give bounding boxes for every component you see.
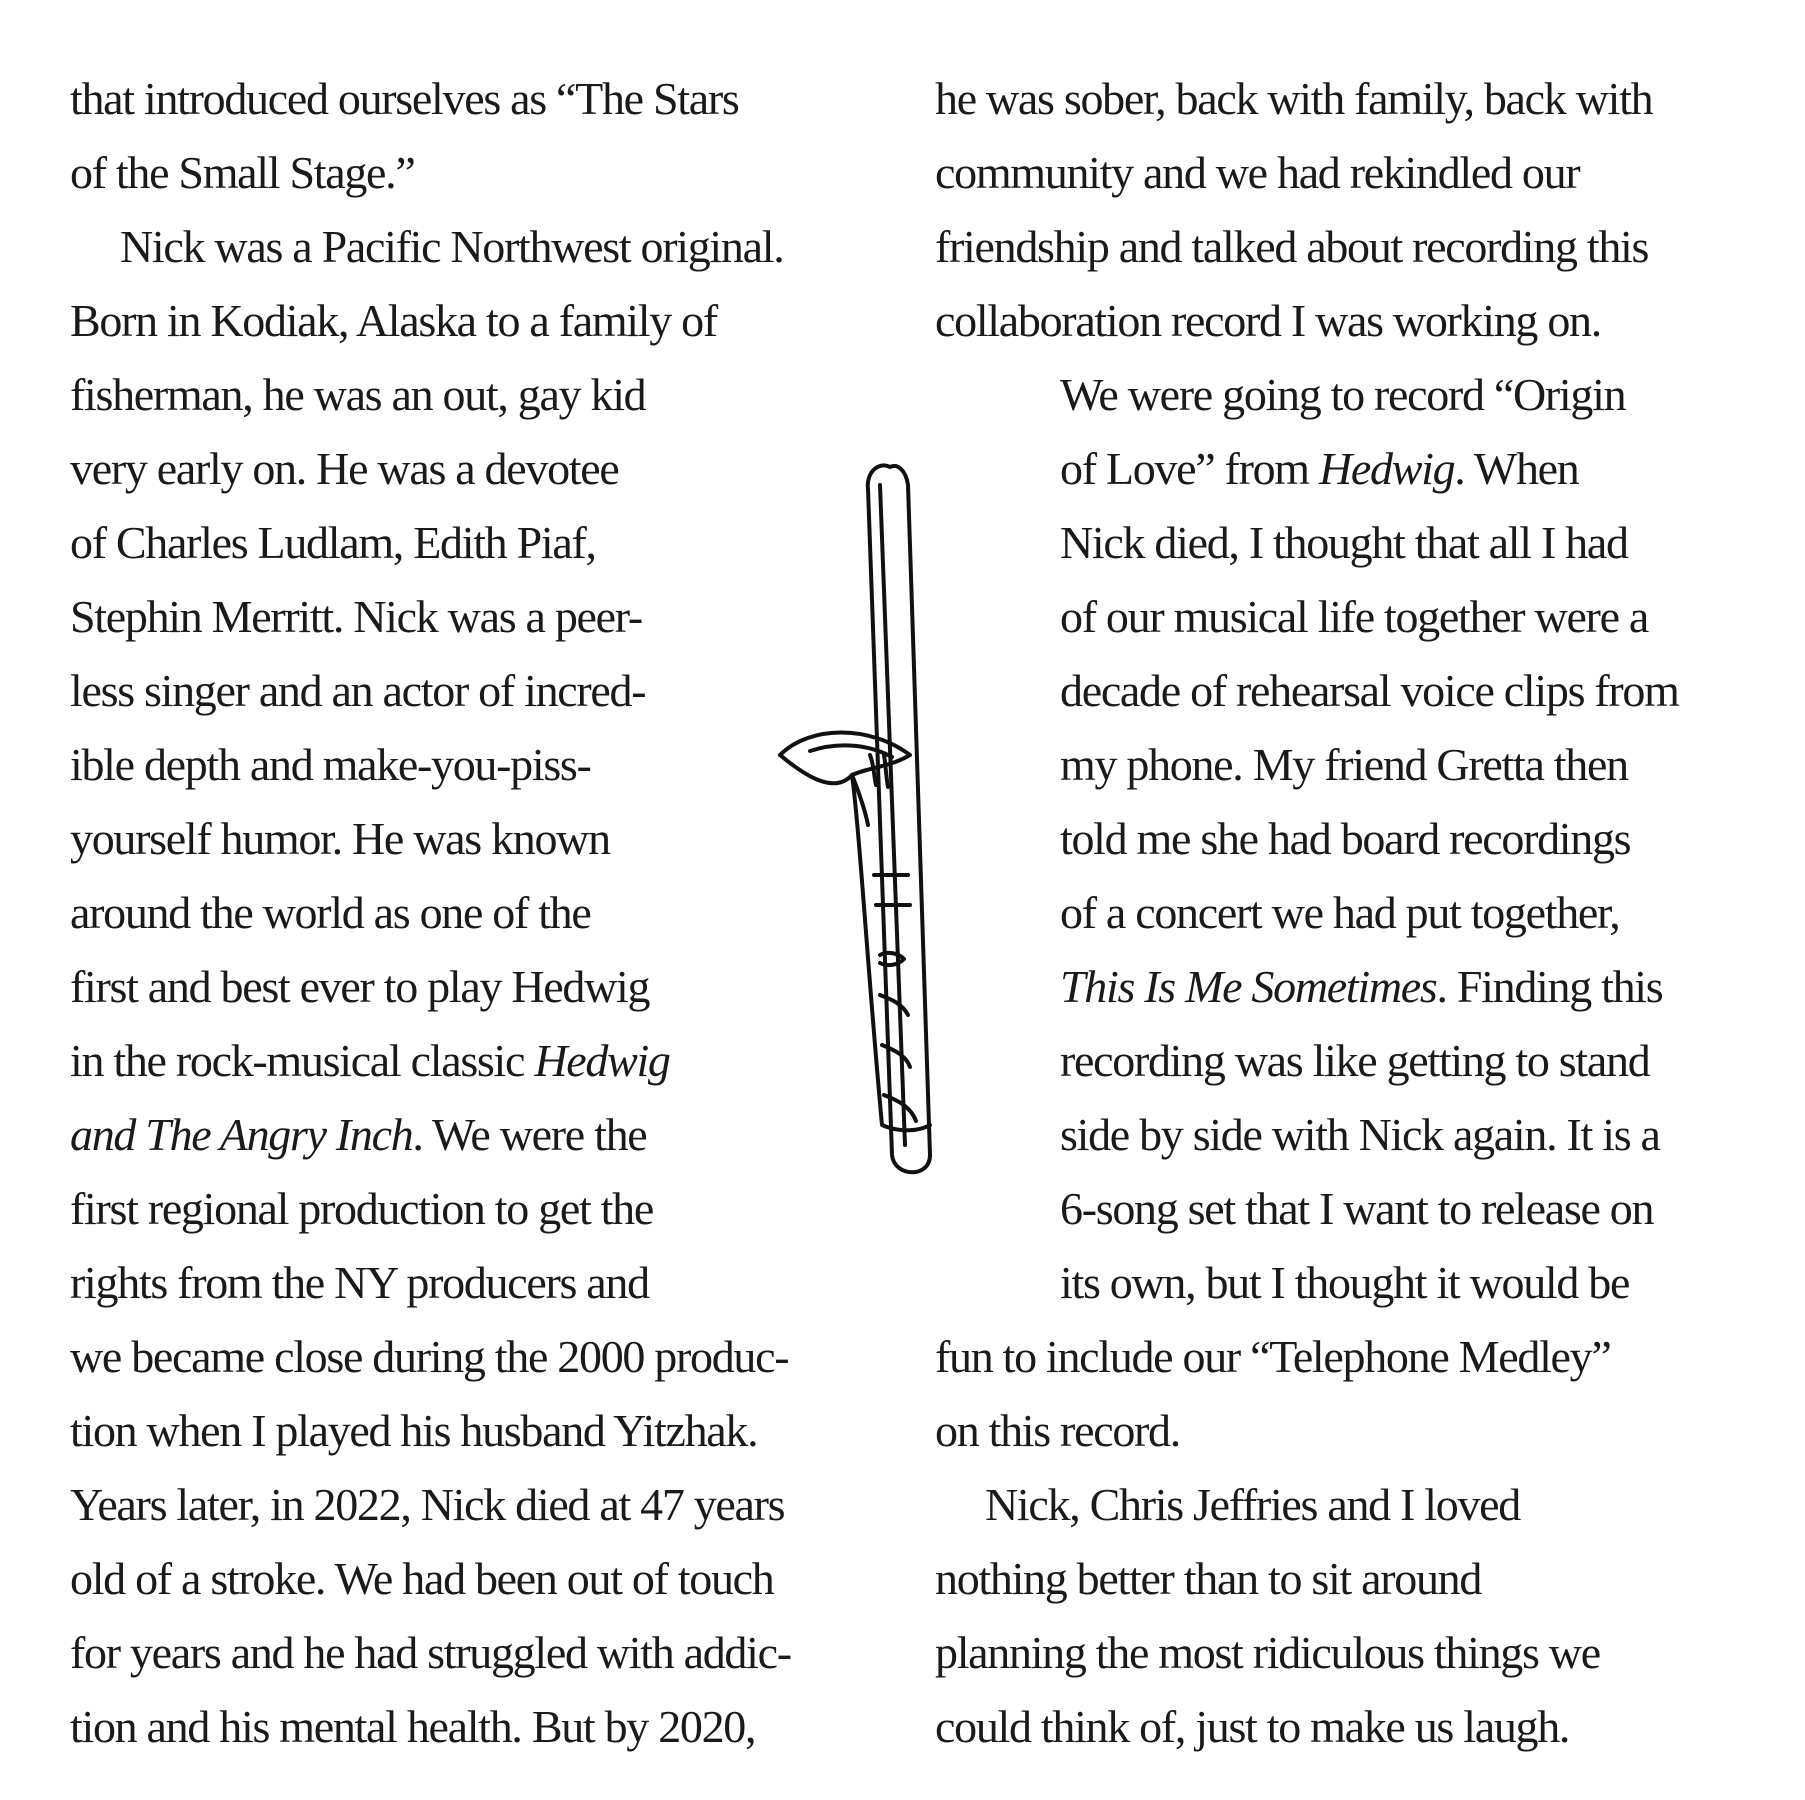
text-line: first and best ever to play Hedwig (70, 961, 650, 1012)
text-line: very early on. He was a devotee (70, 443, 619, 494)
text-line: We were going to record “Origin (1060, 369, 1626, 420)
right-column (935, 62, 1755, 1764)
text-line: Nick, Chris Jeffries and I loved (985, 1479, 1520, 1530)
text-line (935, 432, 1755, 506)
text-line: community and we had rekindled our (935, 147, 1580, 198)
text-line: old of a stroke. We had been out of touch (70, 1553, 774, 1604)
trombone-illustration (770, 455, 960, 1215)
text-line: less singer and an actor of incred- (70, 665, 646, 716)
text-line: told me she had board recordings (1060, 813, 1631, 864)
text-line: Born in Kodiak, Alaska to a family of (70, 295, 717, 346)
left-column (70, 62, 870, 1764)
text-line: Nick died, I thought that all I had (1060, 517, 1628, 568)
text-line: planning the most ridiculous things we (935, 1627, 1600, 1678)
text-line: fisherman, he was an out, gay kid (70, 369, 646, 420)
trombone-icon (770, 455, 960, 1215)
text-line: collaboration record I was working on. (935, 295, 1601, 346)
text-line (935, 950, 1755, 1024)
text-line: recording was like getting to stand (1060, 1035, 1650, 1086)
text-line: around the world as one of the (70, 887, 591, 938)
text-run: . We were the (412, 1109, 647, 1160)
italic-title: This Is Me Sometimes (1060, 961, 1437, 1012)
text-line: my phone. My friend Gretta then (1060, 739, 1628, 790)
italic-title: Hedwig (1318, 443, 1455, 494)
text-line: tion and his mental health. But by 2020, (70, 1701, 756, 1752)
text-line: its own, but I thought it would be (1060, 1257, 1630, 1308)
text-line: side by side with Nick again. It is a (1060, 1109, 1660, 1160)
text-line: could think of, just to make us laugh. (935, 1701, 1570, 1752)
text-line: Stephin Merritt. Nick was a peer- (70, 591, 642, 642)
text-line: of the Small Stage.” (70, 147, 415, 198)
text-line: yourself humor. He was known (70, 813, 610, 864)
text-line (70, 1024, 870, 1098)
text-line: 6-song set that I want to release on (1060, 1183, 1654, 1234)
text-line (70, 1098, 870, 1172)
text-line: Nick was a Pacific Northwest original. (120, 221, 784, 272)
text-run: of Love” from (1060, 443, 1309, 494)
text-line: tion when I played his husband Yitzhak. (70, 1405, 758, 1456)
text-line: friendship and talked about recording this (935, 221, 1649, 272)
text-line: decade of rehearsal voice clips from (1060, 665, 1679, 716)
text-line: ible depth and make-you-piss- (70, 739, 591, 790)
text-line: on this record. (935, 1405, 1180, 1456)
italic-title: and The Angry Inch (70, 1109, 413, 1160)
italic-title: Hedwig (534, 1035, 670, 1086)
text-line: for years and he had struggled with addic- (70, 1627, 791, 1678)
text-line: fun to include our “Telephone Medley” (935, 1331, 1611, 1382)
text-line: of Charles Ludlam, Edith Piaf, (70, 517, 596, 568)
text-run: . Finding this (1436, 961, 1663, 1012)
text-line: nothing better than to sit around (935, 1553, 1482, 1604)
text-line: first regional production to get the (70, 1183, 653, 1234)
text-run: . When (1454, 443, 1579, 494)
text-line: Years later, in 2022, Nick died at 47 years (70, 1479, 785, 1530)
text-line: he was sober, back with family, back with (935, 73, 1653, 124)
text-line: that introduced ourselves as “The Stars (70, 73, 739, 124)
text-line: of a concert we had put together, (1060, 887, 1620, 938)
text-line: we became close during the 2000 produc- (70, 1331, 789, 1382)
text-line: of our musical life together were a (1060, 591, 1649, 642)
text-run: in the rock-musical classic (70, 1035, 525, 1086)
text-line: rights from the NY producers and (70, 1257, 649, 1308)
